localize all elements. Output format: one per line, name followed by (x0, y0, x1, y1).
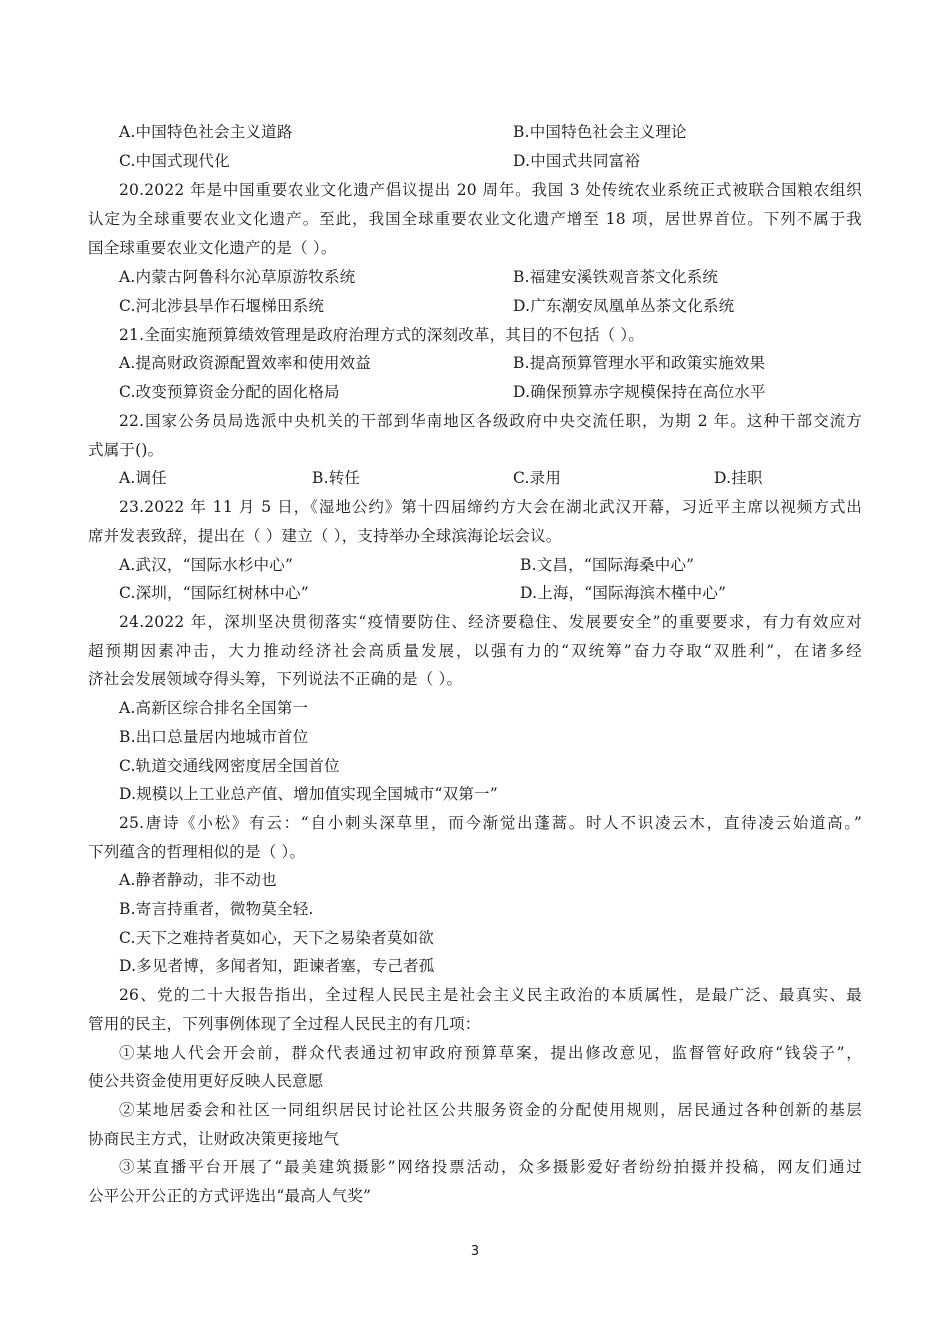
q20-stem-line-2: 认定为全球重要农业文化遗产。至此，我国全球重要农业文化遗产增至 18 项，居世界首位。下列不属于我 (88, 210, 862, 228)
q21-option-a: A.提高财政资源配置效率和使用效益 (119, 354, 372, 372)
q23-option-a: A.武汉，“国际水杉中心” (119, 556, 294, 574)
q26-item-3-line-1: ③某直播平台开展了“最美建筑摄影”网络投票活动，众多摄影爱好者纷纷拍摄并投稿，网友们通过 (119, 1158, 862, 1176)
q23-option-c: C.深圳，“国际红树林中心” (119, 584, 309, 602)
q23-stem-line-1: 23.2022 年 11 月 5 日，《湿地公约》第十四届缔约方大会在湖北武汉开幕，习近平主席以视频方式出 (119, 498, 862, 516)
q23-stem-line-2: 席并发表致辞，提出在（ ）建立（ ），支持举办全球滨海论坛会议。 (88, 527, 562, 545)
q25-option-d: D.多见者博，多闻者知，距谏者塞，专己者孤 (119, 957, 435, 975)
q22-option-b: B.转任 (312, 469, 361, 487)
q22-stem-line-1: 22.国家公务员局选派中央机关的干部到华南地区各级政府中央交流任职，为期 2 年。这种干部交流方 (119, 412, 862, 430)
q19-option-d: D.中国式共同富裕 (513, 152, 641, 170)
q24-option-c: C.轨道交通线网密度居全国首位 (119, 757, 340, 775)
q26-item-1-line-1: ①某地人代会开会前，群众代表通过初审政府预算草案，提出修改意见，监督管好政府“钱袋子”， (119, 1044, 862, 1062)
q26-stem-line-2: 管用的民主，下列事例体现了全过程人民民主的有几项： (88, 1015, 481, 1033)
q23-option-d: D.上海，“国际海滨木槿中心” (520, 584, 727, 602)
q20-option-b: B.福建安溪铁观音茶文化系统 (513, 268, 719, 286)
q21-stem: 21.全面实施预算绩效管理是政府治理方式的深刻改革，其目的不包括（ ）。 (119, 326, 645, 344)
q20-option-c: C.河北涉县旱作石堰梯田系统 (119, 297, 325, 315)
q21-option-b: B.提高预算管理水平和政策实施效果 (513, 354, 766, 372)
q22-option-d: D.挂职 (714, 469, 763, 487)
q21-option-d: D.确保预算赤字规模保持在高位水平 (513, 383, 766, 401)
q22-stem-line-2: 式属于()。 (88, 441, 164, 459)
q19-option-a: A.中国特色社会主义道路 (119, 123, 293, 141)
q26-item-3-line-2: 公平公开公正的方式评选出“最高人气奖” (88, 1187, 372, 1205)
q24-option-a: A.高新区综合排名全国第一 (119, 699, 309, 717)
q20-stem-line-1: 20.2022 年是中国重要农业文化遗产倡议提出 20 周年。我国 3 处传统农业系统正式被联合国粮农组织 (119, 181, 862, 199)
q25-option-b: B.寄言持重者，微物莫全轻. (119, 900, 314, 918)
q24-option-b: B.出口总量居内地城市首位 (119, 728, 309, 746)
page-number: 3 (470, 1244, 480, 1259)
q26-stem-line-1: 26、党的二十大报告指出，全过程人民民主是社会主义民主政治的本质属性，是最广泛、最真实、最 (119, 986, 862, 1004)
q24-stem-line-2: 超预期因素冲击，大力推动经济社会高质量发展，以强有力的“双统筹”奋力夺取“双胜利”，在诸多经 (88, 642, 862, 660)
q24-option-d: D.规模以上工业总产值、增加值实现全国城市“双第一” (119, 785, 498, 803)
q22-option-a: A.调任 (119, 469, 167, 487)
q22-option-c: C.录用 (513, 469, 562, 487)
q24-stem-line-3: 济社会发展领域夺得头筹，下列说法不正确的是（ ）。 (88, 670, 463, 688)
q25-stem-line-2: 下列蕴含的哲理相似的是（ ）。 (88, 843, 306, 861)
q25-option-c: C.天下之难持者莫如心，天下之易染者莫如欲 (119, 929, 434, 947)
q24-stem-line-1: 24.2022 年，深圳坚决贯彻落实“疫情要防住、经济要稳住、发展要安全”的重要要求，有力有效应对 (119, 613, 862, 631)
q26-item-1-line-2: 使公共资金使用更好反映人民意愿 (88, 1072, 324, 1090)
q25-stem-line-1: 25.唐诗《小松》有云：“自小刺头深草里，而今渐觉出蓬蒿。时人不识凌云木，直待凌云始道高。” (119, 814, 862, 832)
q26-item-2-line-2: 协商民主方式，让财政决策更接地气 (88, 1130, 340, 1148)
q26-item-2-line-1: ②某地居委会和社区一同组织居民讨论社区公共服务资金的分配使用规则，居民通过各种创新的基层 (119, 1101, 862, 1119)
q20-option-d: D.广东潮安凤凰单丛茶文化系统 (513, 297, 735, 315)
q19-option-c: C.中国式现代化 (119, 152, 230, 170)
q25-option-a: A.静者静动，非不动也 (119, 871, 277, 889)
q20-stem-line-3: 国全球重要农业文化遗产的是（ ）。 (88, 239, 337, 257)
q21-option-c: C.改变预算资金分配的固化格局 (119, 383, 340, 401)
q20-option-a: A.内蒙古阿鲁科尔沁草原游牧系统 (119, 268, 356, 286)
q19-option-b: B.中国特色社会主义理论 (513, 123, 687, 141)
q23-option-b: B.文昌，“国际海桑中心” (520, 556, 695, 574)
